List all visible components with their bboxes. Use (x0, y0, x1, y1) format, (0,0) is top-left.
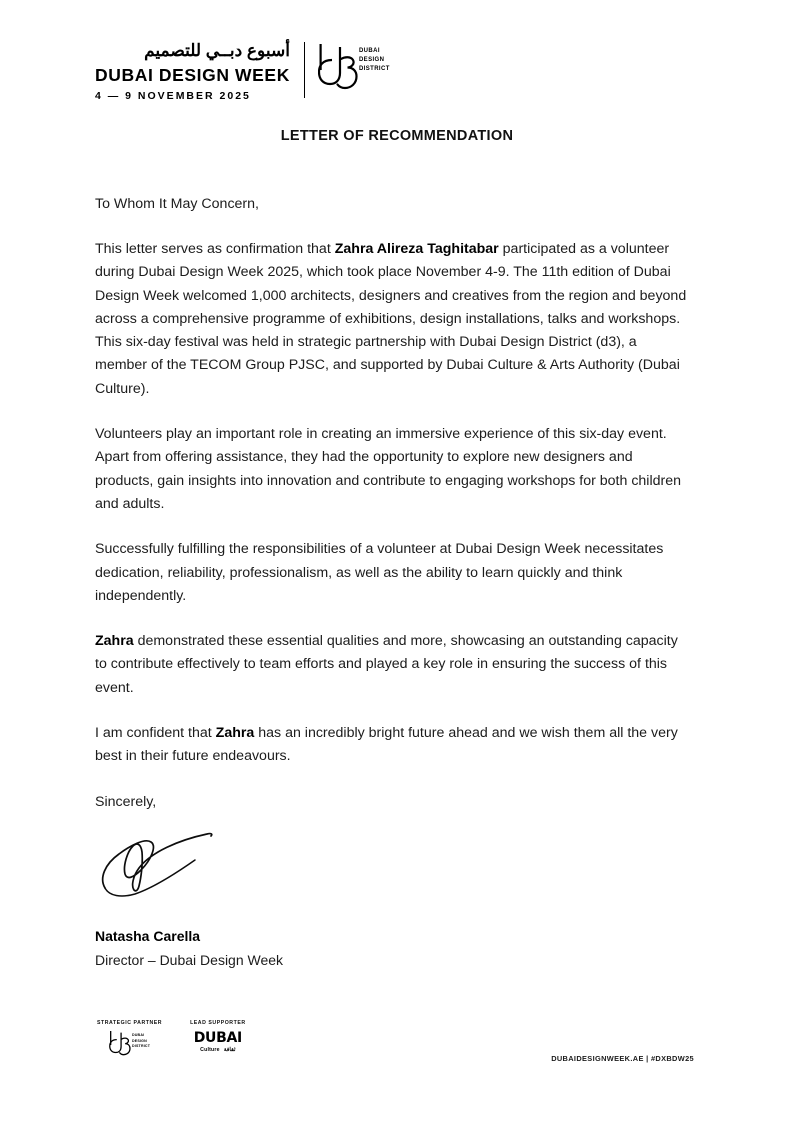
document-header (95, 42, 390, 104)
brand-dates-text: 4 — 9 NOVEMBER 2025 (95, 90, 251, 103)
d3-footer-line-1: DUBAI (131, 1033, 145, 1037)
header-divider (304, 42, 305, 98)
d3-footer-logo-text (132, 1033, 150, 1050)
dubai-culture-subtitle-ar: ثقافة (223, 1047, 236, 1053)
footer-logos (97, 1020, 246, 1059)
signatory-name: Natasha Carella (95, 928, 201, 944)
paragraph-1 (95, 238, 692, 401)
paragraph-3: Successfully fulfilling the responsibilities of a volunteer at Dubai Design Week necessitates dedication, reliability, professionalism, as well as the ability to learn quickly and think independently. (95, 541, 664, 604)
paragraph-5 (95, 722, 692, 769)
paragraph-1-lead: This letter serves as confirmation that (95, 241, 335, 257)
lead-supporter-block (190, 1020, 246, 1053)
brand-arabic-text: أسبوع دبــي للتصميم (144, 41, 290, 60)
dubai-culture-subtitle (200, 1047, 235, 1053)
paragraph-2: Volunteers play an important role in creating an immersive experience of this six-day event. Apart from offering assistance, they had the opportunity to explore new designers and products, gain insights into innovation and contribute to engaging workshops for both children and adults. (95, 426, 682, 512)
signature-image (95, 812, 355, 912)
paragraph-4-rest: demonstrated these essential qualities and more, showcasing an outstanding capacity to contribute effectively to team efforts and played a key role in ensuring the success of this event. (95, 633, 678, 696)
paragraph-5-name: Zahra (215, 725, 255, 742)
paragraph-1-rest: participated as a volunteer during Dubai Design Week 2025, which took place November 4-9. The 11th edition of Dubai Design Week welcomed 1,000 architects, designers and creatives from the region and beyond across a comprehensive programme of exhibitions, design installations, talks and workshops. This six-day festival was held in strategic partnership with Dubai Design District (d3), a member of the TECOM Group PJSC, and supported by Dubai Culture & Arts Authority (Dubai Culture). (95, 241, 687, 397)
dubai-culture-logo (194, 1031, 242, 1053)
d3-logo-line-1: DUBAI (358, 48, 380, 54)
d3-footer-line-3: DISTRICT (131, 1044, 151, 1049)
strategic-partner-logo (109, 1031, 150, 1059)
d3-logo-text (359, 47, 390, 74)
d3-logo (318, 42, 390, 104)
recipient-name: Zahra Alireza Taghitabar (334, 241, 499, 257)
paragraph-5-rest: has an incredibly bright future ahead and we wish them all the very best in their future endeavours. (95, 725, 678, 765)
footer-website-hashtag: DUBAIDESIGNWEEK.AE | #DXBDW25 (551, 1054, 694, 1063)
strategic-partner-caption: STRATEGIC PARTNER (97, 1020, 163, 1026)
d3-footer-mark-icon (109, 1031, 131, 1059)
strategic-partner-block (97, 1020, 162, 1059)
d3-logo-line-3: DISTRICT (358, 66, 390, 72)
lead-supporter-caption: LEAD SUPPORTER (190, 1020, 246, 1026)
page-title: LETTER OF RECOMMENDATION (280, 128, 514, 144)
salutation: To Whom It May Concern, (95, 196, 259, 212)
paragraph-4-name: Zahra (95, 633, 134, 650)
paragraph-4 (95, 630, 692, 700)
signature-block (95, 926, 283, 971)
brand-latin-text: DUBAI DESIGN WEEK (95, 65, 290, 85)
dubai-culture-wordmark: DUBAI (193, 1030, 242, 1046)
dubai-design-week-logo (95, 42, 304, 104)
closing-line: Sincerely, (95, 793, 157, 810)
dubai-culture-subtitle-en: Culture (200, 1047, 220, 1053)
d3-footer-line-2: DESIGN (131, 1038, 147, 1043)
signatory-role: Director – Dubai Design Week (95, 952, 284, 968)
d3-logo-line-2: DESIGN (358, 57, 385, 63)
d3-mark-icon (318, 44, 358, 96)
paragraph-5-lead: I am confident that (95, 725, 216, 742)
letter-body (95, 193, 692, 814)
handwritten-signature-icon (95, 812, 245, 907)
